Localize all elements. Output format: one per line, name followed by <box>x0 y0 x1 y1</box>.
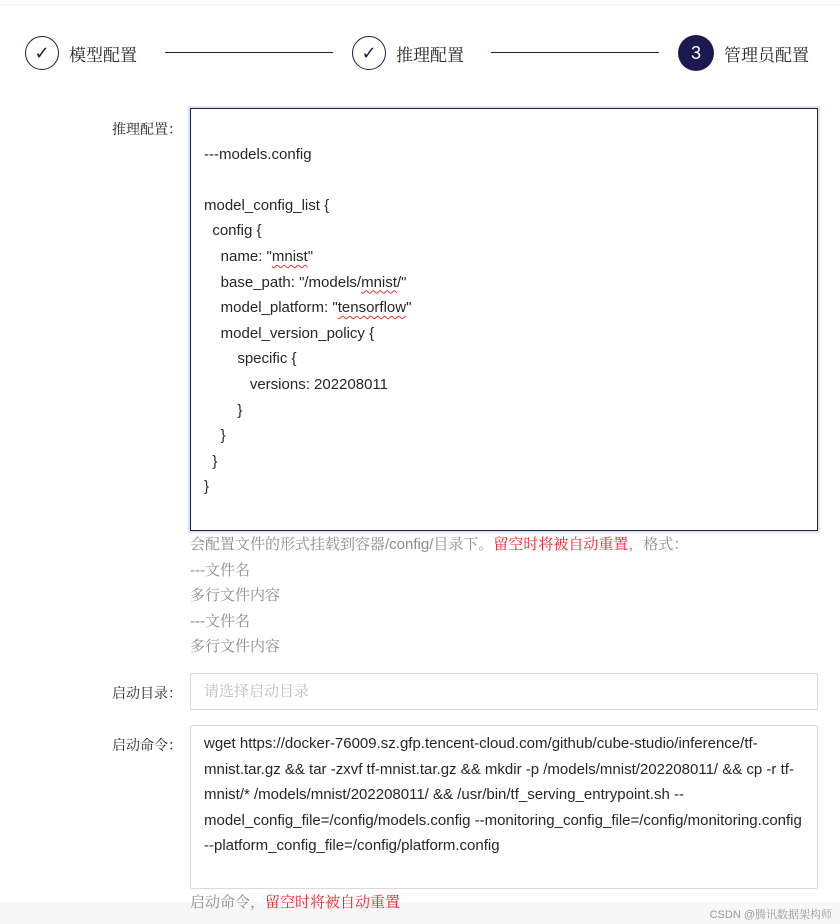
step-model-config[interactable] <box>25 34 137 72</box>
start-cmd-help <box>190 893 400 913</box>
step-inference-config[interactable] <box>352 34 464 72</box>
watermark: CSDN @腾讯数据架构师 <box>709 909 832 921</box>
help-warning: 留空时将被自动重置 <box>493 536 629 553</box>
start-dir-label: 启动目录： <box>112 685 182 701</box>
config-line: name: "mnist" <box>204 247 314 265</box>
config-line: versions: 202208011 <box>204 375 388 393</box>
check-icon: ✓ <box>25 36 59 70</box>
top-divider <box>0 4 840 5</box>
help-text: 启动命令， <box>190 894 266 911</box>
step-connector <box>491 52 659 53</box>
config-line: model_version_policy { <box>204 324 375 342</box>
check-icon: ✓ <box>352 36 386 70</box>
help-text: 会配置文件的形式挂载到容器/config/目录下。 <box>190 536 494 553</box>
help-line: ---文件名 <box>190 612 250 630</box>
start-cmd-textarea[interactable]: wget https://docker-76009.sz.gfp.tencent-cloud.com/github/cube-studio/inference/tf-mnist.tar.gz && tar -zxvf tf-mnist.tar.gz && mkdir -p /models/mnist/202208011/ && cp -r tf-mnist/* /models/mnist/202208011/ && /usr/bin/tf_serving_entrypoint.sh --model_config_file=/config/models.config --monitoring_config_file=/config/monitoring.config --platform_config_file=/config/platform.config <box>190 725 818 889</box>
step-connector <box>165 52 333 53</box>
inference-config-help <box>190 532 688 660</box>
help-line: 多行文件内容 <box>190 638 281 656</box>
config-line: config { <box>204 222 262 240</box>
config-line: ---models.config <box>204 145 312 163</box>
inference-config-textarea[interactable] <box>190 108 818 531</box>
help-text: ，格式： <box>628 536 689 553</box>
config-line: model_config_list { <box>204 196 330 214</box>
config-line: } <box>204 478 210 496</box>
config-line: } <box>204 452 218 470</box>
config-line: } <box>204 427 226 445</box>
config-line: } <box>204 401 243 419</box>
help-line: ---文件名 <box>190 561 250 579</box>
step-label: 推理配置 <box>396 45 464 65</box>
config-line: model_platform: "tensorflow" <box>204 299 412 317</box>
step-label: 管理员配置 <box>724 45 809 65</box>
start-cmd-label: 启动命令： <box>112 737 182 753</box>
inference-config-label: 推理配置： <box>112 121 182 137</box>
config-line: base_path: "/models/mnist/" <box>204 273 407 291</box>
step-admin-config[interactable] <box>678 34 809 72</box>
config-line: specific { <box>204 350 297 368</box>
config-line <box>204 116 804 142</box>
help-line: 多行文件内容 <box>190 587 281 605</box>
start-dir-input[interactable]: 请选择启动目录 <box>190 673 818 710</box>
step-number-badge: 3 <box>678 35 714 71</box>
help-warning: 留空时将被自动重置 <box>265 894 401 911</box>
config-line <box>204 167 804 193</box>
step-label: 模型配置 <box>69 45 137 65</box>
